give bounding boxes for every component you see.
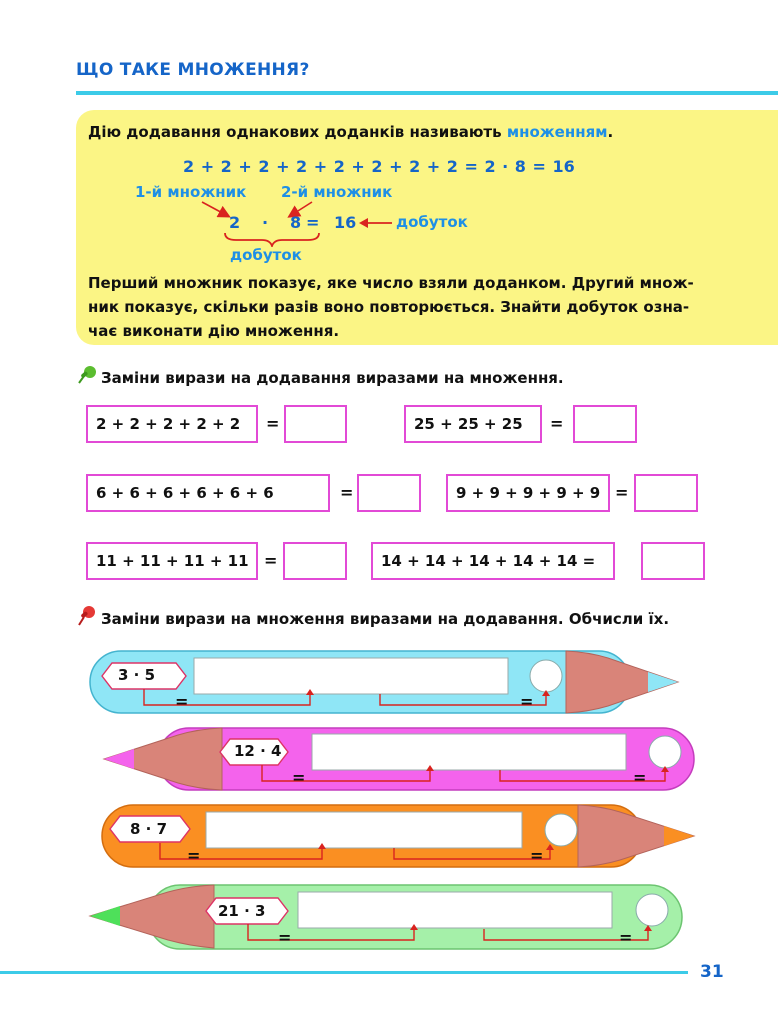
equals-sign: =: [175, 692, 189, 711]
dot-sign: ·: [262, 213, 269, 232]
definition-term: множенням: [506, 123, 608, 141]
definition-line: [88, 123, 613, 141]
equals-sign: =: [306, 213, 320, 232]
paragraph-line: Перший множник показує, яке число взяли доданком. Другий множ-: [88, 274, 694, 292]
equals-sign: =: [340, 483, 354, 502]
answer-box[interactable]: [573, 405, 637, 443]
product-brace: [222, 231, 322, 247]
answer-box[interactable]: [283, 542, 347, 580]
result-circle[interactable]: [636, 894, 668, 926]
result-circle[interactable]: [649, 736, 681, 768]
equals-sign: =: [264, 551, 278, 570]
title-divider: [76, 91, 778, 95]
pencil-expression: 3 · 5: [118, 666, 156, 684]
label-product-right: добуток: [396, 213, 468, 231]
paragraph-line: чає виконати дію множення.: [88, 322, 340, 340]
equals-sign: =: [187, 846, 201, 865]
footer-divider: [0, 971, 688, 974]
task1-instruction: Заміни вирази на додавання виразами на множення.: [101, 369, 564, 387]
result-value: 16: [334, 213, 357, 232]
label-first-factor: 1-й множник: [135, 183, 247, 201]
factor-one: 2: [229, 213, 241, 232]
label-second-factor: 2-й множник: [281, 183, 393, 201]
equals-sign: =: [619, 928, 633, 947]
definition-suffix: .: [607, 123, 614, 141]
answer-box[interactable]: [357, 474, 421, 512]
result-circle[interactable]: [530, 660, 562, 692]
definition-prefix: Дію додавання однакових доданків називають: [88, 123, 502, 141]
equals-sign: =: [278, 928, 292, 947]
pencil-expression: 12 · 4: [234, 742, 282, 760]
expression-box: 9 + 9 + 9 + 9 + 9: [446, 474, 610, 512]
task2-instruction: Заміни вирази на множення виразами на додавання. Обчисли їх.: [101, 610, 670, 628]
equals-sign: =: [266, 414, 280, 433]
answer-field[interactable]: [206, 812, 522, 848]
answer-field[interactable]: [194, 658, 508, 694]
label-product-below: добуток: [230, 246, 302, 264]
page-title: ЩО ТАКЕ МНОЖЕННЯ?: [76, 60, 310, 80]
pencil-expression: 21 · 3: [218, 902, 266, 920]
page-number: 31: [700, 962, 724, 982]
answer-box[interactable]: [284, 405, 347, 443]
green-pushpin-icon: [76, 364, 98, 386]
answer-field[interactable]: [298, 892, 612, 928]
example-sum: 2 + 2 + 2 + 2 + 2 + 2 + 2 + 2 = 2 · 8 = 16: [183, 157, 575, 176]
expression-box: 14 + 14 + 14 + 14 + 14 =: [371, 542, 615, 580]
expression-box: 6 + 6 + 6 + 6 + 6 + 6: [86, 474, 330, 512]
result-circle[interactable]: [545, 814, 577, 846]
expression-box: 2 + 2 + 2 + 2 + 2: [86, 405, 258, 443]
expression-box: 11 + 11 + 11 + 11: [86, 542, 258, 580]
red-pushpin-icon: [76, 604, 98, 628]
answer-box[interactable]: [641, 542, 705, 580]
factor-two: 8: [290, 213, 302, 232]
equals-sign: =: [633, 768, 647, 787]
equals-sign: =: [292, 768, 306, 787]
theory-paragraph: [88, 271, 694, 343]
product-arrow: [358, 215, 394, 231]
pencil-expression: 8 · 7: [130, 820, 168, 838]
answer-field[interactable]: [312, 734, 626, 770]
expression-box: 25 + 25 + 25: [404, 405, 542, 443]
answer-box[interactable]: [634, 474, 698, 512]
equals-sign: =: [530, 846, 544, 865]
paragraph-line: ник показує, скільки разів воно повторюється. Знайти добуток озна-: [88, 298, 690, 316]
equals-sign: =: [615, 483, 629, 502]
equals-sign: =: [520, 692, 534, 711]
equals-sign: =: [550, 414, 564, 433]
